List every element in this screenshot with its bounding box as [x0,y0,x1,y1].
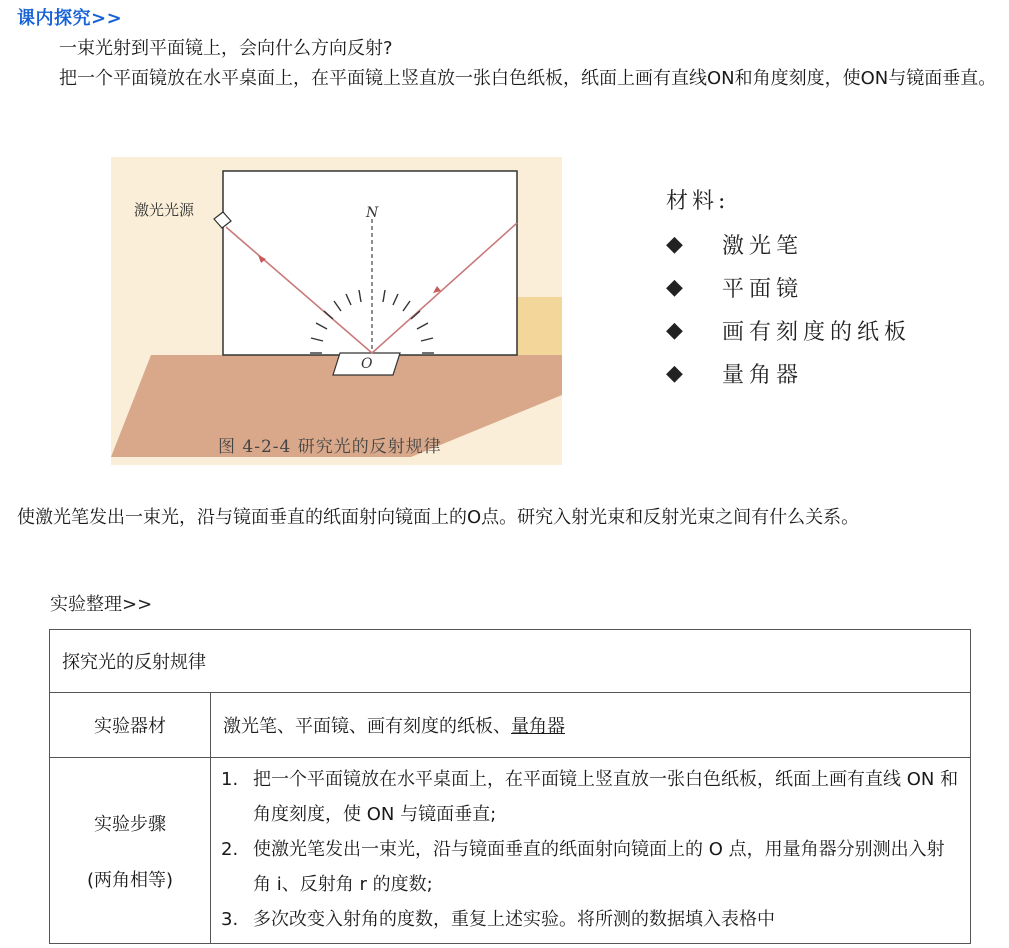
steps-cell [211,758,971,944]
equipment-cell [211,693,971,758]
table-row [50,630,971,693]
instruction-text: 使激光笔发出一束光，沿与镜面垂直的纸面射向镜面上的O点。研究入射光束和反射光束之间有什么关系。 [17,507,860,528]
list-item [221,762,960,832]
figure-caption: 图 4-2-4 研究光的反射规律 [218,437,442,457]
list-item [666,309,911,352]
normal-label: N [366,205,379,221]
diamond-bullet-icon: ◆ [666,275,683,300]
intro-setup: 把一个平面镜放在水平桌面上，在平面镜上竖直放一张白色纸板，纸面上画有直线ON和角度刻度，使ON与镜面垂直。 [59,68,997,89]
point-o-label: O [361,356,373,372]
materials-title: 材料: [666,189,730,214]
diamond-bullet-icon: ◆ [666,361,683,386]
intro-question: 一束光射到平面镜上，会向什么方向反射? [59,38,393,59]
steps-sublabel: (两角相等) [86,869,174,891]
experiment-table [49,629,971,944]
list-item [221,832,960,902]
step-text: 使激光笔发出一束光，沿与镜面垂直的纸面射向镜面上的 O 点，用量角器分别测出入射角 i、反射角 r 的度数; [253,839,945,895]
materials-list [666,184,911,395]
list-item [666,352,911,395]
step-number: 3. [221,909,239,930]
table-row [50,758,971,944]
steps-label: 实验步骤 [94,813,166,835]
section-heading: 课内探究>> [17,8,123,29]
diamond-bullet-icon: ◆ [666,318,683,343]
list-item [221,902,960,937]
material-label: 量角器 [722,363,804,388]
table-row [50,693,971,758]
steps-label-cell [50,758,211,944]
equipment-underlined: 量角器 [511,716,565,737]
laser-source-label: 激光光源 [134,201,195,219]
material-label: 平面镜 [722,277,804,302]
sub-heading: 实验整理>> [50,594,153,615]
material-label: 激光笔 [722,234,804,259]
experiment-figure [111,157,562,465]
equipment-text: 激光笔、平面镜、画有刻度的纸板、 [223,716,511,737]
material-label: 画有刻度的纸板 [722,320,912,345]
list-item [666,223,911,266]
equipment-label: 实验器材 [50,693,211,758]
table-title: 探究光的反射规律 [50,630,971,693]
step-text: 把一个平面镜放在水平桌面上，在平面镜上竖直放一张白色纸板，纸面上画有直线 ON 和角度刻度，使 ON 与镜面垂直; [253,769,959,825]
list-item [666,266,911,309]
step-number: 2. [221,839,239,860]
step-number: 1. [221,769,239,790]
diamond-bullet-icon: ◆ [666,232,683,257]
step-text: 多次改变入射角的度数，重复上述实验。将所测的数据填入表格中 [253,909,775,930]
